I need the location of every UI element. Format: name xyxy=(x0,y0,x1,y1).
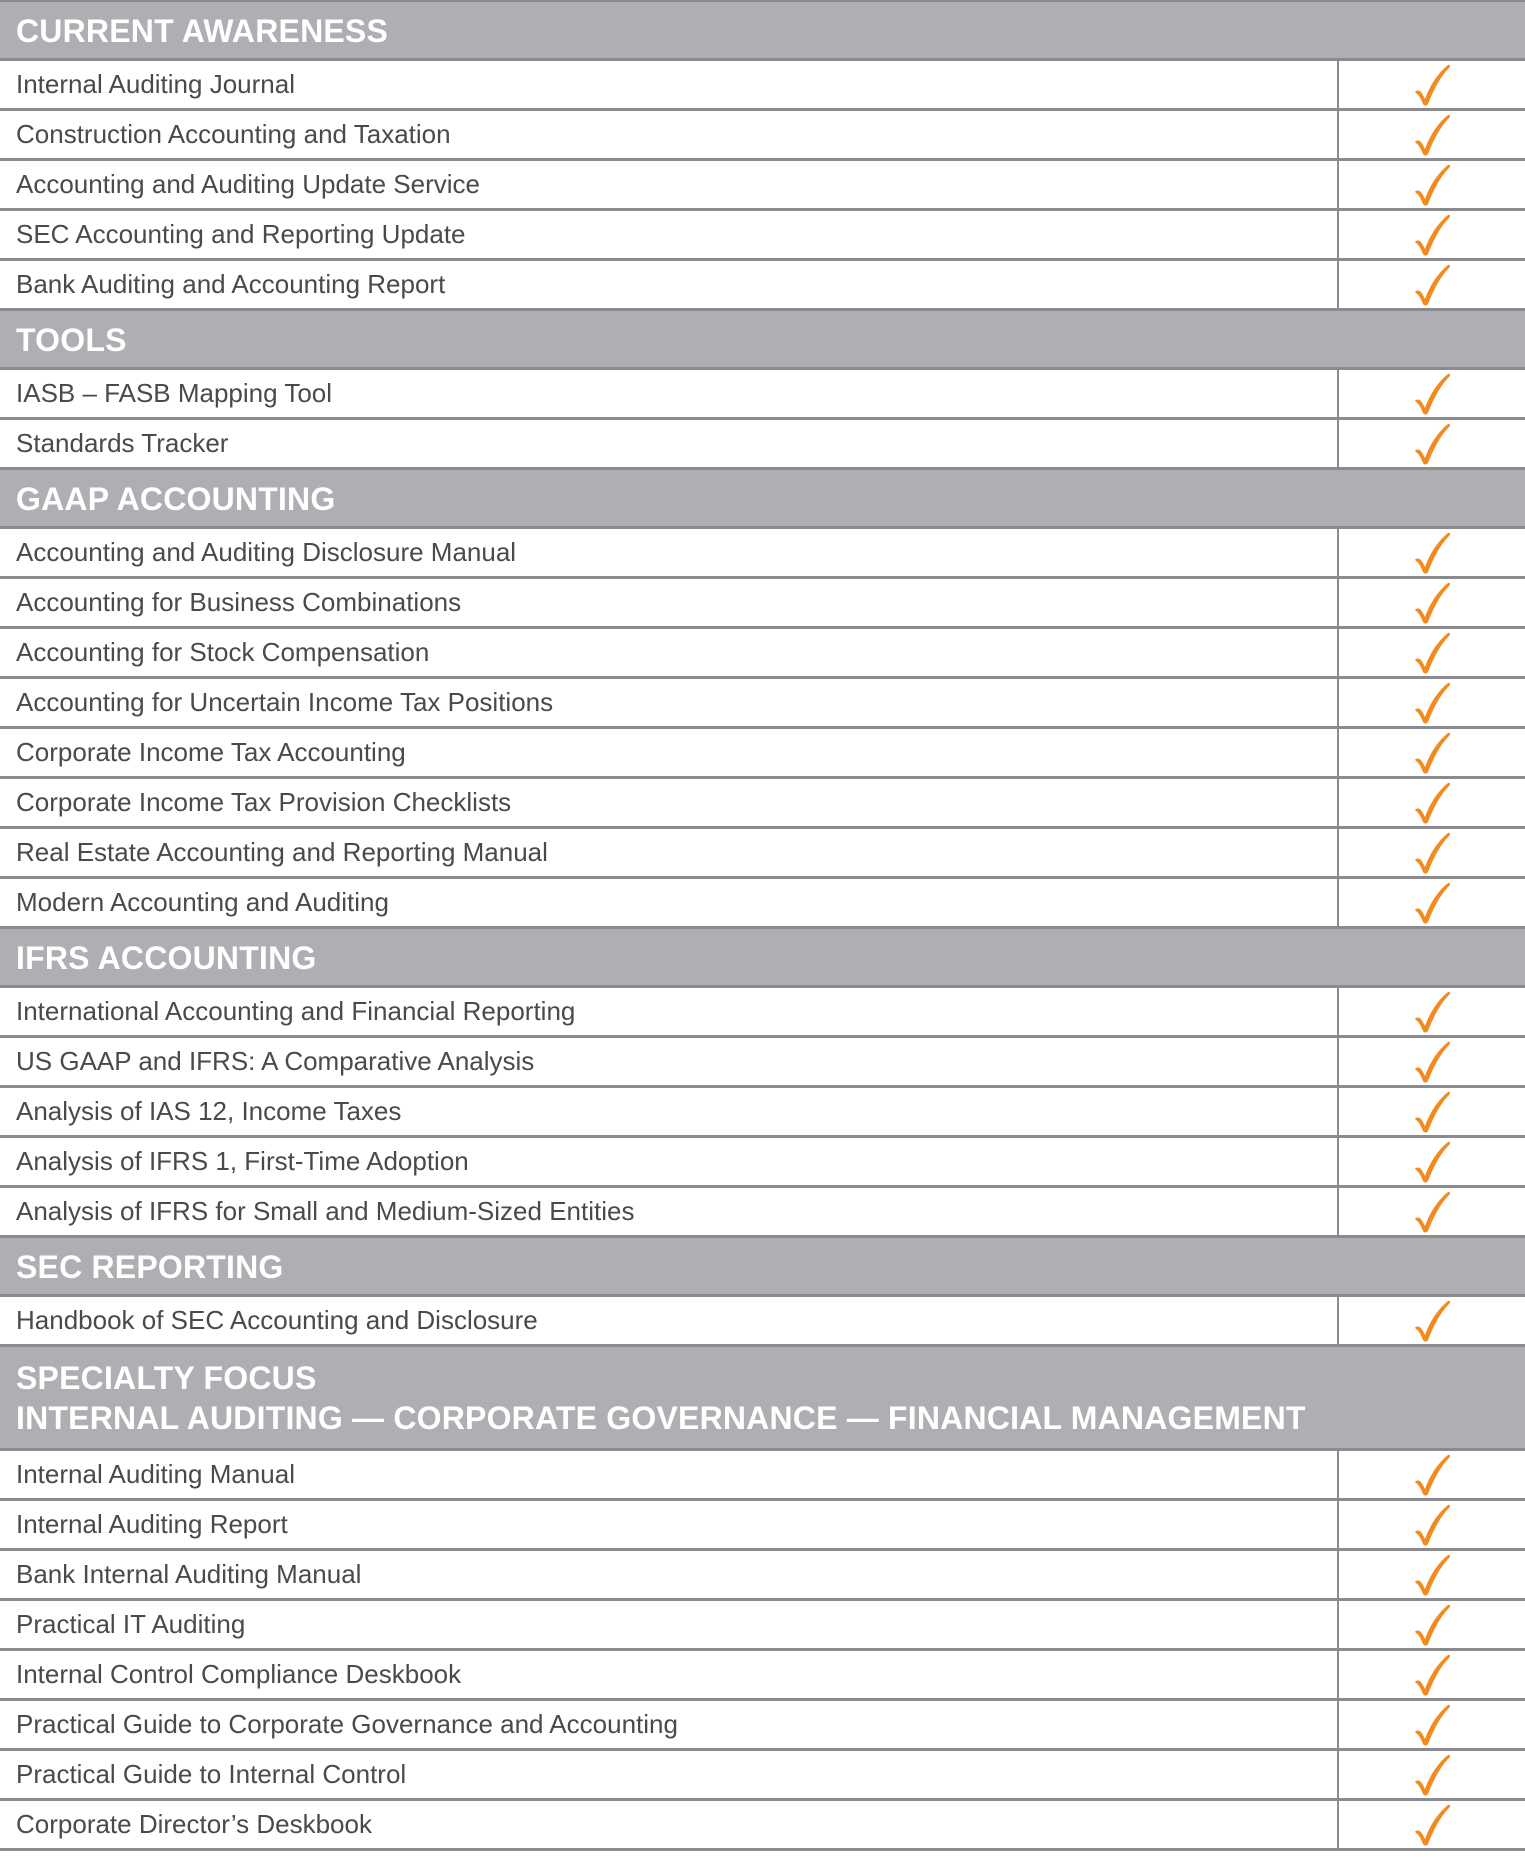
checkmark-icon xyxy=(1339,1451,1525,1498)
product-name: Bank Internal Auditing Manual xyxy=(0,1551,1339,1598)
checkmark-icon xyxy=(1339,1501,1525,1548)
checkmark-icon xyxy=(1339,988,1525,1035)
section-title: SEC REPORTING xyxy=(16,1249,284,1285)
checkmark-icon xyxy=(1339,529,1525,576)
checkmark-icon xyxy=(1339,211,1525,258)
product-name: Practical Guide to Internal Control xyxy=(0,1751,1339,1798)
product-name: International Accounting and Financial Reporting xyxy=(0,988,1339,1035)
table-row xyxy=(0,211,1525,261)
product-name: US GAAP and IFRS: A Comparative Analysis xyxy=(0,1038,1339,1085)
checkmark-icon xyxy=(1339,1038,1525,1085)
table-row xyxy=(0,679,1525,729)
section-title: INTERNAL AUDITING — CORPORATE GOVERNANCE — FINANCIAL MANAGEMENT xyxy=(16,1400,1306,1436)
table-row xyxy=(0,1088,1525,1138)
product-name: Construction Accounting and Taxation xyxy=(0,111,1339,158)
checkmark-icon xyxy=(1339,729,1525,776)
table-row xyxy=(0,1138,1525,1188)
product-name: Internal Control Compliance Deskbook xyxy=(0,1651,1339,1698)
table-row xyxy=(0,111,1525,161)
product-name: Corporate Director’s Deskbook xyxy=(0,1801,1339,1848)
checkmark-icon xyxy=(1339,261,1525,308)
table-row xyxy=(0,529,1525,579)
table-row xyxy=(0,161,1525,211)
product-name: Accounting and Auditing Disclosure Manual xyxy=(0,529,1339,576)
table-row xyxy=(0,1801,1525,1851)
table-row xyxy=(0,370,1525,420)
checkmark-icon xyxy=(1339,161,1525,208)
table-row xyxy=(0,1651,1525,1701)
checkmark-icon xyxy=(1339,61,1525,108)
table-row xyxy=(0,420,1525,470)
product-name: Practical IT Auditing xyxy=(0,1601,1339,1648)
checkmark-icon xyxy=(1339,1701,1525,1748)
checkmark-icon xyxy=(1339,679,1525,726)
product-name: Handbook of SEC Accounting and Disclosure xyxy=(0,1297,1339,1344)
product-name: Real Estate Accounting and Reporting Manual xyxy=(0,829,1339,876)
table-row xyxy=(0,1551,1525,1601)
table-row xyxy=(0,1501,1525,1551)
product-name: Practical Guide to Corporate Governance and Accounting xyxy=(0,1701,1339,1748)
checkmark-icon xyxy=(1339,1801,1525,1848)
section-title: CURRENT AWARENESS xyxy=(16,13,389,49)
product-name: Accounting for Stock Compensation xyxy=(0,629,1339,676)
product-name: Internal Auditing Journal xyxy=(0,61,1339,108)
checkmark-icon xyxy=(1339,879,1525,926)
table-row xyxy=(0,1751,1525,1801)
product-name: Corporate Income Tax Provision Checklists xyxy=(0,779,1339,826)
product-name: Accounting for Uncertain Income Tax Positions xyxy=(0,679,1339,726)
section-title: TOOLS xyxy=(16,322,127,358)
product-name: Accounting for Business Combinations xyxy=(0,579,1339,626)
checkmark-icon xyxy=(1339,1088,1525,1135)
table-row xyxy=(0,1038,1525,1088)
checkmark-icon xyxy=(1339,629,1525,676)
product-name: Analysis of IFRS 1, First-Time Adoption xyxy=(0,1138,1339,1185)
checkmark-icon xyxy=(1339,829,1525,876)
checkmark-icon xyxy=(1339,1188,1525,1235)
product-name: Analysis of IFRS for Small and Medium-Sized Entities xyxy=(0,1188,1339,1235)
table-row xyxy=(0,1297,1525,1347)
product-name: Accounting and Auditing Update Service xyxy=(0,161,1339,208)
section-header xyxy=(0,311,1525,370)
section-title: SPECIALTY FOCUS xyxy=(16,1360,317,1396)
product-name: SEC Accounting and Reporting Update xyxy=(0,211,1339,258)
table-row xyxy=(0,829,1525,879)
table-row xyxy=(0,779,1525,829)
table-row xyxy=(0,1188,1525,1238)
checkmark-icon xyxy=(1339,111,1525,158)
section-header xyxy=(0,2,1525,61)
product-name: Internal Auditing Manual xyxy=(0,1451,1339,1498)
checkmark-icon xyxy=(1339,1138,1525,1185)
product-name: Analysis of IAS 12, Income Taxes xyxy=(0,1088,1339,1135)
checkmark-icon xyxy=(1339,420,1525,467)
product-name: Internal Auditing Report xyxy=(0,1501,1339,1548)
table-row xyxy=(0,261,1525,311)
checkmark-icon xyxy=(1339,1551,1525,1598)
checkmark-icon xyxy=(1339,779,1525,826)
checkmark-icon xyxy=(1339,1651,1525,1698)
section-header xyxy=(0,929,1525,988)
checkmark-icon xyxy=(1339,1751,1525,1798)
table-row xyxy=(0,879,1525,929)
section-header xyxy=(0,1347,1525,1451)
product-name: IASB – FASB Mapping Tool xyxy=(0,370,1339,417)
product-name: Modern Accounting and Auditing xyxy=(0,879,1339,926)
table-row xyxy=(0,1451,1525,1501)
product-name: Standards Tracker xyxy=(0,420,1339,467)
table-row xyxy=(0,1701,1525,1751)
section-header xyxy=(0,1238,1525,1297)
section-title: IFRS ACCOUNTING xyxy=(16,940,317,976)
table-row xyxy=(0,729,1525,779)
checkmark-icon xyxy=(1339,1601,1525,1648)
table-row xyxy=(0,61,1525,111)
section-title: GAAP ACCOUNTING xyxy=(16,481,336,517)
table-row xyxy=(0,629,1525,679)
checkmark-icon xyxy=(1339,1297,1525,1344)
checkmark-icon xyxy=(1339,370,1525,417)
product-name: Bank Auditing and Accounting Report xyxy=(0,261,1339,308)
section-header xyxy=(0,470,1525,529)
checkmark-icon xyxy=(1339,579,1525,626)
table-row xyxy=(0,1601,1525,1651)
product-name: Corporate Income Tax Accounting xyxy=(0,729,1339,776)
table-row xyxy=(0,579,1525,629)
table-row xyxy=(0,988,1525,1038)
